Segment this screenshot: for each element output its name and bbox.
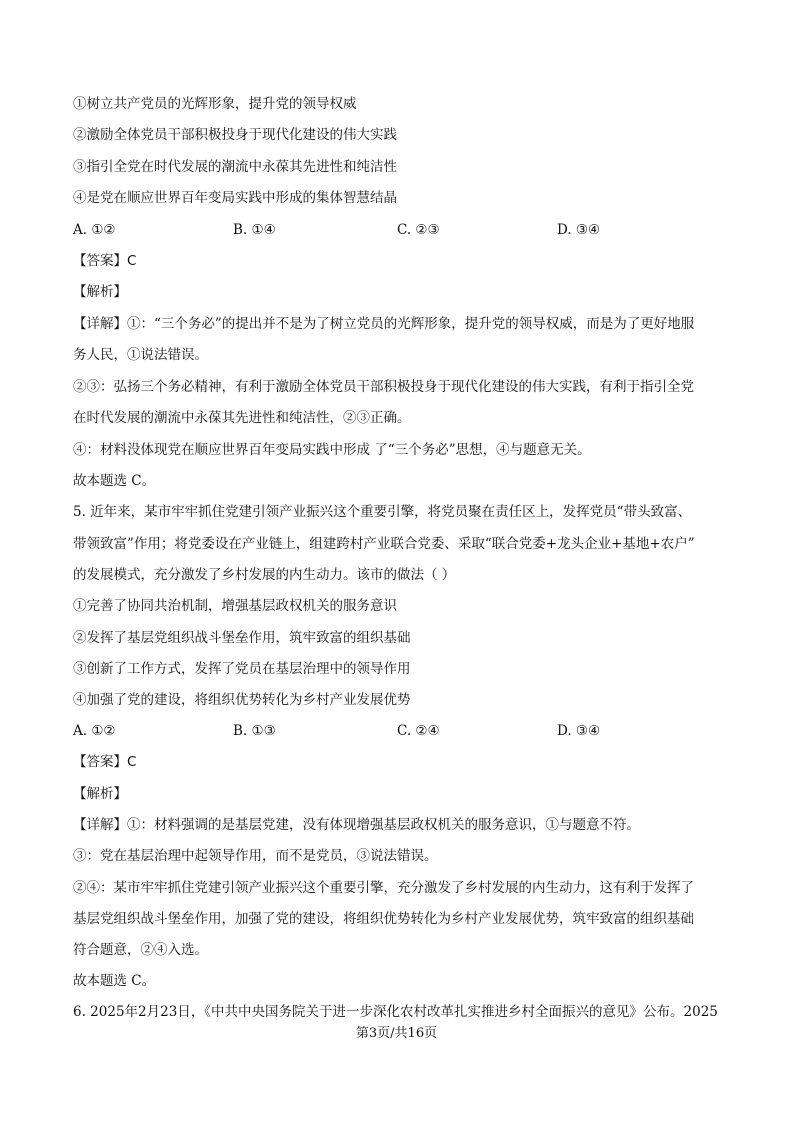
question-stem-line: 带领致富”作用；将党委设在产业链上，组建跨村产业联合党委、采取“联合党委+龙头企业+基地+农户” [73, 536, 695, 552]
choice-item-3: ③指引全党在时代发展的潮流中永葆其先进性和纯洁性 [73, 159, 397, 175]
option-a: A. ①② [73, 222, 116, 238]
option-d: D. ③④ [557, 723, 601, 739]
question-stem-line: 5. 近年来，某市牢牢抓住党建引领产业振兴这个重要引擎，将党员聚在责任区上，发挥党员“带头致富、 [73, 504, 692, 520]
choice-item-4: ④是党在顺应世界百年变局实践中形成的集体智慧结晶 [73, 190, 397, 206]
detail-line: 【详解】①：“三个务必”的提出并不是为了树立党员的光辉形象，提升党的领导权威，而是为了更好地服 [73, 316, 695, 332]
choice-item-1: ①完善了协同共治机制，增强基层政权机关的服务意识 [73, 598, 397, 614]
choice-item-1: ①树立共产党员的光辉形象，提升党的领导权威 [73, 96, 357, 112]
detail-line: ④：材料没体现党在顺应世界百年变局实践中形成 了“三个务必”思想，④与题意无关。 [73, 442, 591, 458]
detail-line: 符合题意，②④入选。 [73, 942, 208, 958]
option-a: A. ①② [73, 723, 116, 739]
page-number: 第3页/共16页 [355, 1026, 438, 1041]
detail-line: 务人民，①说法错误。 [73, 347, 208, 363]
detail-line: 故本题选 C。 [73, 973, 156, 989]
option-c: C. ②③ [397, 222, 440, 238]
analysis-label: 【解析】 [73, 786, 127, 802]
option-b: B. ①③ [233, 723, 276, 739]
option-b: B. ①④ [233, 222, 276, 238]
option-c: C. ②④ [397, 723, 440, 739]
choice-item-2: ②激励全体党员干部积极投身于现代化建设的伟大实践 [73, 127, 397, 143]
detail-line: 【详解】①：材料强调的是基层党建，没有体现增强基层政权机关的服务意识，①与题意不符。 [73, 817, 640, 833]
answer-label: 【答案】C [73, 754, 137, 770]
option-d: D. ③④ [557, 222, 601, 238]
choice-item-4: ④加强了党的建设，将组织优势转化为乡村产业发展优势 [73, 692, 411, 708]
detail-line: 故本题选 C。 [73, 473, 156, 489]
answer-label: 【答案】C [73, 253, 137, 269]
choice-item-3: ③创新了工作方式，发挥了党员在基层治理中的领导作用 [73, 661, 411, 677]
choice-item-2: ②发挥了基层党组织战斗堡垒作用，筑牢致富的组织基础 [73, 630, 411, 646]
question-stem-line: 的发展模式，充分激发了乡村发展的内生动力。该市的做法（ ） [73, 567, 456, 583]
detail-line: ③：党在基层治理中起领导作用，而不是党员，③说法错误。 [73, 848, 438, 864]
question6-stem: 6. 2025年2月23日，《中共中央国务院关于进一步深化农村改革扎实推进乡村全面振兴的意见》公布。2025 [73, 1004, 718, 1020]
analysis-label: 【解析】 [73, 284, 127, 300]
detail-line: ②③：弘扬三个务必精神，有利于激励全体党员干部积极投身于现代化建设的伟大实践，有利于指引全党 [73, 379, 694, 395]
detail-line: ②④：某市牢牢抓住党建引领产业振兴这个重要引擎，充分激发了乡村发展的内生动力，这有利于发挥了 [73, 880, 694, 896]
detail-line: 基层党组织战斗堡垒作用，加强了党的建设，将组织优势转化为乡村产业发展优势，筑牢致富的组织基础 [73, 911, 694, 927]
detail-line: 在时代发展的潮流中永葆其先进性和纯洁性，②③正确。 [73, 410, 411, 426]
